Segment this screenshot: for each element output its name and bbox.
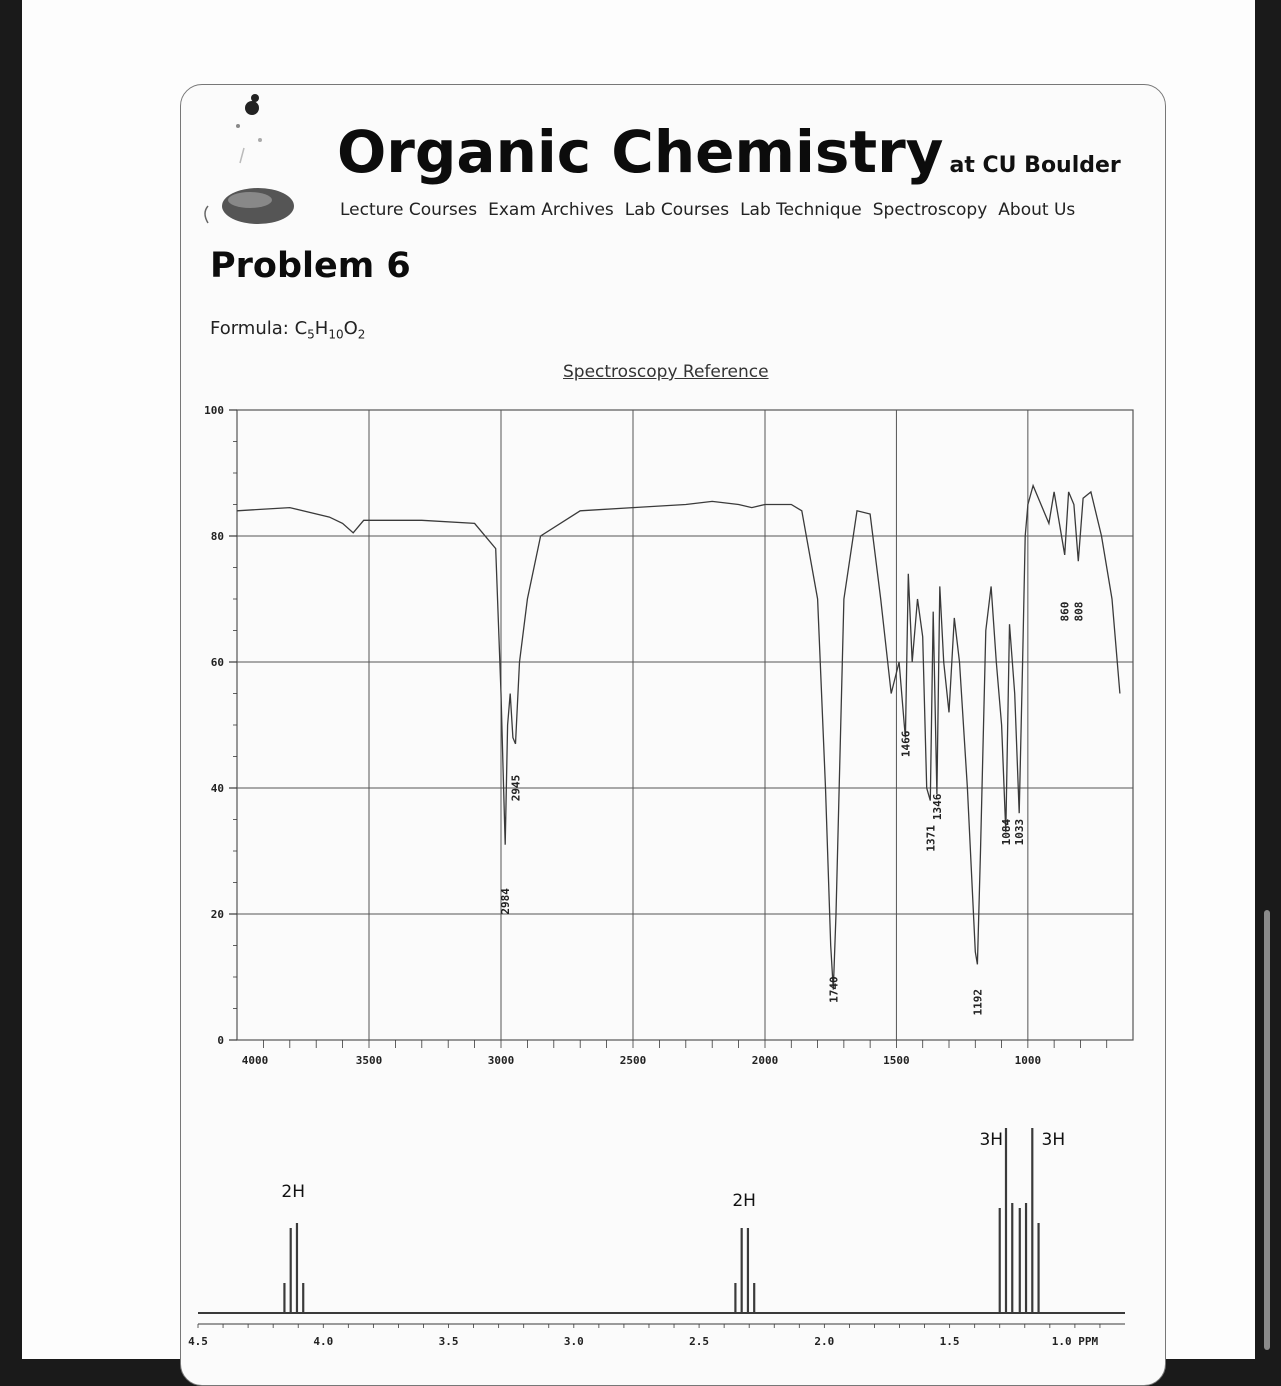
nmr-x-tick-label: 2.5 xyxy=(689,1335,710,1348)
nmr-spectrum-chart xyxy=(188,1128,1125,1348)
nmr-integration-label: 3H xyxy=(979,1130,1004,1150)
brand-title: Organic Chemistry xyxy=(337,118,944,186)
ir-y-tick-label: 0 xyxy=(217,1034,224,1047)
nav-lab-courses[interactable]: Lab Courses xyxy=(624,200,730,220)
ir-x-tick-label: 4000 xyxy=(241,1054,269,1067)
brand-subtitle: at CU Boulder xyxy=(949,153,1121,178)
ir-peak-label: 2984 xyxy=(499,888,513,915)
scrollbar-thumb[interactable] xyxy=(1264,910,1270,1350)
ir-x-tick-label: 1000 xyxy=(1014,1054,1042,1067)
nmr-x-tick-label: 1.5 xyxy=(939,1335,960,1348)
ir-spectrum-chart xyxy=(204,404,1133,1067)
formula-label: Formula: xyxy=(210,318,289,339)
nmr-x-tick-label: 2.0 xyxy=(814,1335,835,1348)
nav-lecture-courses[interactable]: Lecture Courses xyxy=(340,200,478,220)
nmr-integration-label: 3H xyxy=(1041,1130,1066,1150)
ir-y-tick-label: 60 xyxy=(210,656,224,669)
ir-peak-label: 2945 xyxy=(509,774,523,802)
formula-h-count: 10 xyxy=(328,327,344,342)
ir-peak-label: 1740 xyxy=(827,976,841,1003)
ir-x-tick-label: 2000 xyxy=(751,1054,779,1067)
ir-y-tick-label: 100 xyxy=(204,404,224,417)
nav-exam-archives[interactable]: Exam Archives xyxy=(488,200,614,220)
ir-peak-label: 860 xyxy=(1058,601,1072,622)
spectroscopy-reference-link[interactable]: Spectroscopy Reference xyxy=(563,362,769,382)
ir-peak-label: 1192 xyxy=(971,988,985,1016)
page-title: Problem 6 xyxy=(210,246,411,286)
ir-peak-label: 1346 xyxy=(930,793,944,821)
ir-peak-label: 1033 xyxy=(1013,818,1027,846)
nmr-x-tick-label: 3.0 xyxy=(563,1335,584,1348)
nmr-integration-label: 2H xyxy=(281,1182,306,1202)
formula-c-count: 5 xyxy=(307,327,315,342)
ir-x-tick-label: 1500 xyxy=(883,1054,910,1067)
nav-spectroscopy[interactable]: Spectroscopy xyxy=(872,200,988,220)
ir-x-tick-label: 3500 xyxy=(355,1054,383,1067)
ir-peak-label: 1466 xyxy=(899,730,913,758)
nmr-x-tick-label: 4.0 xyxy=(313,1335,334,1348)
nmr-x-tick-label: 3.5 xyxy=(438,1335,459,1348)
ir-peak-label: 808 xyxy=(1072,601,1086,622)
nmr-integration-label: 2H xyxy=(732,1191,756,1211)
ir-y-tick-label: 80 xyxy=(210,530,224,543)
ir-peak-label: 1084 xyxy=(999,818,1013,846)
ir-y-tick-label: 20 xyxy=(210,908,224,921)
nmr-x-tick-label: 1.0 PPM xyxy=(1051,1335,1099,1348)
ir-peak-label: 1371 xyxy=(924,825,938,852)
molecular-formula: Formula: $C_5H_{10}O_2$ xyxy=(210,318,366,342)
ir-x-tick-label: 3000 xyxy=(487,1054,515,1067)
ir-x-tick-label: 2500 xyxy=(619,1054,647,1067)
formula-o-count: 2 xyxy=(357,327,366,342)
nav-about-us[interactable]: About Us xyxy=(998,200,1076,220)
ir-y-tick-label: 40 xyxy=(210,782,224,795)
nav-lab-technique[interactable]: Lab Technique xyxy=(740,200,862,220)
nmr-x-tick-label: 4.5 xyxy=(188,1335,208,1348)
